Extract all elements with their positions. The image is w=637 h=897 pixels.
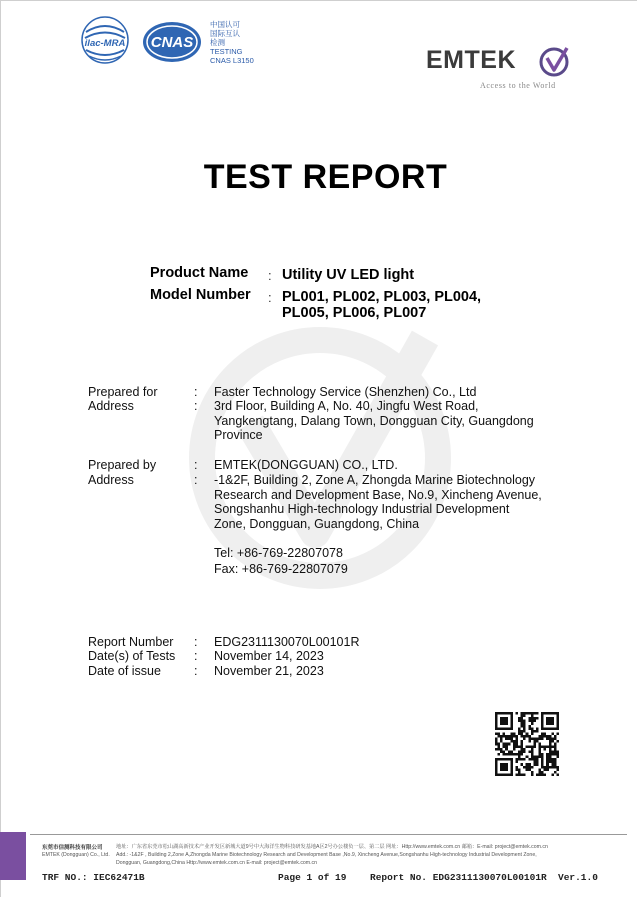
emtek-mark-icon [538,44,572,78]
test-dates-value: November 14, 2023 [214,649,324,663]
footer-address-cn: 地址：广东省东莞市松山湖高新技术产业开发区新城大道9号中大海洋生物科技研发基地A区2号办公楼负一层、第二层 网址：Http://www.emtek.com.cn 邮箱：E-mail: project@emtek.com.cn [116,844,548,850]
model-number-label: Model Number [150,287,251,303]
colon: : [268,268,272,283]
footer-report-number: Report No. EDG2311130070L00101R [370,872,547,883]
cnas-line: TESTING [210,47,243,56]
issue-date-label: Date of issue [88,664,161,678]
colon: : [194,635,198,649]
prepared-by-label: Prepared by [88,458,157,472]
cnas-line: 检测 [210,38,225,47]
cnas-line: 中国认可 [210,20,240,29]
colon: : [194,649,198,663]
cnas-accreditation-text [210,20,254,65]
prepared-by-address-line: -1&2F, Building 2, Zone A, Zhongda Marine Biotechnology [214,473,536,487]
footer-company-cn: 东莞市信测科技有限公司 [42,845,103,851]
prepared-for-address-line: Yangkengtang, Dalang Town, Dongguan City, Guangdong [214,414,534,428]
page-border-left [0,0,1,897]
qr-code [495,712,559,776]
emtek-brand: EMTEK [426,46,516,74]
model-number-value-2: PL005, PL006, PL007 [282,305,427,321]
prepared-for-name: Faster Technology Service (Shenzhen) Co., Ltd [214,385,477,399]
issue-date-value: November 21, 2023 [214,664,324,678]
report-number-label: Report Number [88,635,174,649]
colon: : [194,664,198,678]
footer-trf-number: TRF NO.: IEC62471B [42,872,145,883]
page-border-top [0,0,637,1]
footer-company-en: EMTEK (Dongguan) Co., Ltd. [42,852,110,858]
model-number-value-1: PL001, PL002, PL003, PL004, [282,289,482,305]
ilac-text: ilac-MRA [84,38,126,49]
product-name-label: Product Name [150,265,249,281]
footer-divider [30,834,627,835]
test-dates-label: Date(s) of Tests [88,649,176,663]
report-number-value: EDG2311130070L00101R [214,635,360,649]
footer-accent-bar [0,832,26,880]
prepared-by-address-line: Songshanhu High-technology Industrial Development [214,502,510,516]
prepared-by-fax: Fax: +86-769-22807079 [214,562,348,576]
cnas-text: CNAS [150,34,194,51]
prepared-by-address-label: Address [88,473,134,487]
product-name-value: Utility UV LED light [282,267,415,283]
cnas-line: CNAS L3150 [210,56,254,65]
emtek-tagline: Access to the World [480,81,556,90]
prepared-by-address-line: Zone, Dongguan, Guangdong, China [214,517,420,531]
prepared-by-name: EMTEK(DONGGUAN) CO., LTD. [214,458,398,472]
colon: : [194,473,198,487]
prepared-for-label: Prepared for [88,385,158,399]
footer-page-number: Page 1 of 19 [278,872,347,883]
prepared-by-tel: Tel: +86-769-22807078 [214,546,343,560]
prepared-for-address-line: Province [214,428,263,442]
cnas-logo [141,20,203,64]
prepared-for-address-label: Address [88,399,134,413]
prepared-by-address-line: Research and Development Base, No.9, Xincheng Avenue, [214,488,542,502]
footer-website: Dongguan, Guangdong,China Http://www.emtek.com.cn E-mail: project@emtek.com.cn [116,860,318,866]
page-title: TEST REPORT [203,158,448,196]
prepared-for-address-line: 3rd Floor, Building A, No. 40, Jingfu West Road, [214,399,479,413]
footer-address-en: Add.: -1&2F , Building 2,Zone A,Zhongda Marine Biotechnology Research and Development Base ,No.9, Xincheng Avenue,Songshanhu High-technology Industrial Development Zone, [116,852,537,858]
footer-version: Ver.1.0 [558,872,598,883]
colon: : [194,399,198,413]
colon: : [268,290,272,305]
colon: : [194,458,198,472]
ilac-mra-logo [80,14,130,66]
colon: : [194,385,198,399]
cnas-line: 国际互认 [210,29,240,38]
